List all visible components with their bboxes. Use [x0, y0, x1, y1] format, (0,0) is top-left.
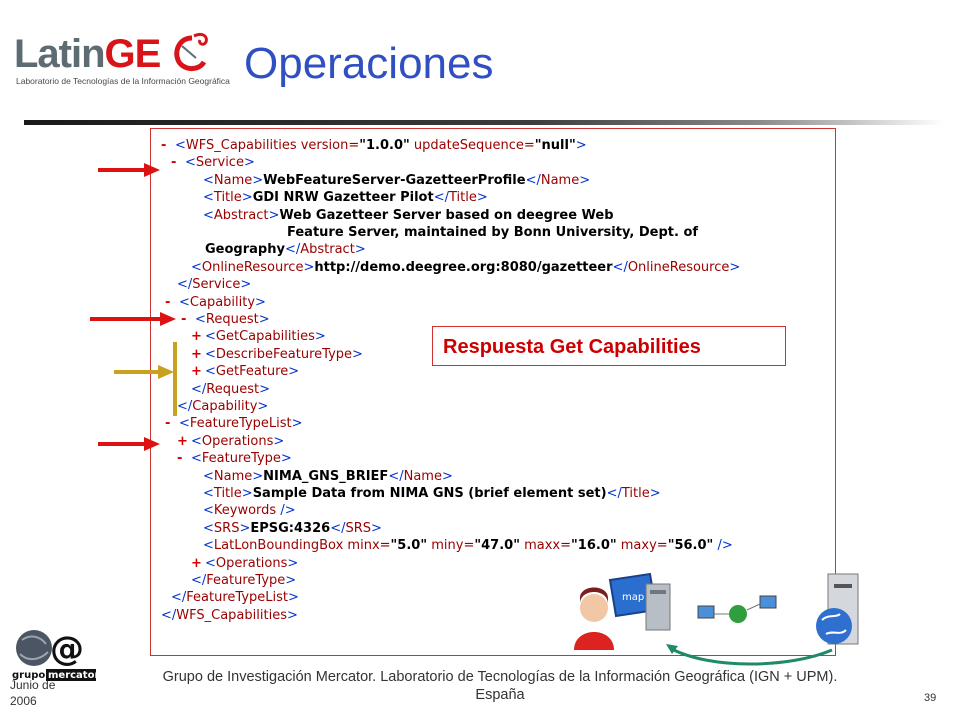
xml-token: < — [203, 207, 214, 223]
xml-token: > — [252, 172, 264, 188]
footer-date: Junio de 2006 — [10, 678, 56, 708]
xml-token: > — [352, 346, 363, 362]
expand-toggle[interactable]: + — [191, 555, 202, 571]
grupo-mercator-logo — [10, 626, 100, 684]
expand-toggle[interactable]: + — [177, 433, 188, 449]
xml-line — [203, 189, 488, 207]
xml-line — [203, 172, 590, 190]
xml-token: Geography — [205, 242, 285, 258]
xml-token: Operations — [201, 433, 274, 449]
xml-token: Title — [213, 190, 242, 206]
xml-line — [191, 259, 740, 277]
response-callout: Respuesta Get Capabilities — [432, 326, 786, 366]
xml-line — [177, 276, 251, 294]
xml-token: Capability — [189, 294, 256, 310]
xml-token: WebFeatureServer-GazetteerProfile — [263, 172, 526, 188]
xml-token: </ — [177, 277, 193, 293]
request-bracket — [173, 342, 177, 416]
xml-token: > — [258, 312, 270, 327]
xml-token: < — [179, 294, 190, 310]
xml-token: SRS — [213, 520, 240, 536]
xml-token: > — [288, 364, 300, 380]
xml-token: Title — [448, 190, 477, 206]
logo-globe-icon — [172, 32, 212, 76]
xml-token: miny= — [427, 538, 475, 554]
xml-token: /> — [276, 503, 296, 519]
xml-token: < — [203, 538, 214, 554]
xml-token: < — [191, 433, 202, 449]
xml-token: < — [205, 364, 216, 380]
server-globe-icon — [816, 574, 858, 644]
xml-token: < — [179, 416, 190, 432]
xml-token: LatLonBoundingBox — [213, 538, 344, 554]
expand-toggle[interactable]: - — [181, 312, 187, 327]
user-icon — [574, 588, 614, 651]
xml-token: > — [280, 451, 292, 467]
xml-line — [203, 502, 296, 520]
xml-token: http://demo.deegree.org:8080/gazetteer — [314, 259, 613, 275]
xml-token: > — [649, 486, 661, 501]
xml-token: Capability — [192, 399, 258, 414]
xml-token: > — [255, 294, 266, 310]
xml-token: Operations — [215, 555, 288, 571]
xml-token: SRS — [345, 520, 372, 536]
logo-tagline: Laboratorio de Tecnologías de la Información Geográfica — [16, 76, 230, 86]
xml-token: minx= — [343, 538, 391, 554]
expand-toggle[interactable]: - — [161, 138, 167, 153]
xml-token: "1.0.0" — [359, 138, 410, 153]
xml-token: maxy= — [616, 538, 668, 554]
xml-line[interactable] — [171, 154, 255, 172]
xml-token: < — [203, 468, 214, 484]
xml-line — [161, 607, 298, 625]
xml-token: "47.0" — [474, 538, 520, 554]
xml-token: maxx= — [519, 538, 572, 554]
xml-token: > — [291, 416, 303, 432]
xml-token: > — [354, 242, 366, 258]
xml-token: </ — [284, 242, 301, 258]
xml-token: version= — [296, 138, 360, 153]
xml-token: GetCapabilities — [215, 329, 315, 345]
network-globe-icon — [698, 596, 776, 623]
xml-token: WFS_Capabilities — [176, 607, 287, 623]
xml-token: > — [579, 172, 591, 188]
xml-token: < — [195, 312, 206, 327]
xml-token: > — [286, 607, 298, 623]
expand-toggle[interactable]: - — [171, 155, 177, 171]
xml-line[interactable] — [161, 137, 587, 155]
xml-token: < — [203, 520, 214, 536]
xml-token: Abstract — [300, 242, 355, 258]
xml-token: Keywords — [213, 503, 277, 519]
xml-token: > — [239, 520, 251, 536]
xml-token: GDI NRW Gazetteer Pilot — [252, 190, 434, 206]
expand-toggle[interactable]: - — [165, 416, 171, 432]
xml-token: "5.0" — [390, 538, 428, 554]
xml-token: Service — [195, 155, 244, 171]
xml-token: > — [303, 259, 315, 275]
xml-token: Feature Server, maintained by Bonn University, Dept. of — [287, 225, 699, 240]
xml-token: Request — [206, 381, 260, 397]
xml-token: > — [240, 277, 252, 293]
xml-token: < — [203, 486, 214, 501]
xml-token: < — [203, 190, 214, 206]
xml-token: "56.0" — [667, 538, 714, 554]
xml-token: OnlineResource — [201, 259, 304, 275]
connection-arc-icon — [670, 648, 832, 664]
xml-token: > — [257, 399, 269, 414]
xml-line[interactable] — [165, 294, 266, 312]
xml-token: </ — [433, 190, 449, 206]
xml-token: > — [273, 433, 285, 449]
xml-line — [203, 468, 453, 486]
xml-token: > — [314, 329, 326, 345]
xml-token: > — [241, 190, 253, 206]
xml-line — [287, 224, 698, 242]
xml-token: "null" — [534, 138, 576, 153]
arrow-icon — [112, 362, 176, 382]
xml-token: FeatureTypeList — [189, 416, 292, 432]
xml-token: < — [205, 555, 216, 571]
xml-line[interactable] — [191, 555, 298, 573]
computer-tower-icon — [646, 584, 670, 630]
xml-line[interactable] — [181, 311, 270, 329]
page-number: 39 — [924, 692, 937, 704]
xml-token: > — [252, 468, 264, 484]
xml-token: WFS_Capabilities — [185, 138, 297, 153]
expand-toggle[interactable]: + — [191, 364, 202, 380]
latingeo-logo — [12, 30, 230, 90]
xml-token: > — [288, 590, 299, 606]
xml-token: > — [285, 573, 297, 588]
expand-toggle[interactable]: - — [177, 451, 183, 467]
xml-line — [177, 398, 268, 416]
expand-toggle[interactable]: + — [191, 329, 202, 345]
xml-line[interactable] — [191, 363, 299, 381]
xml-token: Title — [213, 486, 242, 501]
xml-token: < — [185, 155, 196, 171]
xml-line[interactable] — [191, 346, 363, 364]
xml-token: NIMA_GNS_BRIEF — [263, 468, 389, 484]
xml-token: Web Gazetteer Server based on deegree Web — [279, 207, 614, 223]
xml-token: Sample Data from NIMA GNS (brief element set) — [252, 486, 607, 501]
xml-token: Name — [403, 468, 442, 484]
xml-line — [171, 589, 299, 607]
svg-text:mercator: mercator — [48, 670, 100, 681]
xml-token: updateSequence= — [409, 138, 535, 153]
xml-token: > — [729, 259, 741, 275]
xml-token: FeatureType — [201, 451, 281, 467]
expand-toggle[interactable]: + — [191, 346, 202, 362]
xml-token: </ — [171, 590, 187, 606]
xml-token: "16.0" — [571, 538, 617, 554]
xml-token: < — [191, 259, 202, 275]
xml-token: /> — [713, 538, 733, 554]
xml-token: FeatureType — [206, 573, 286, 588]
xml-token: Request — [205, 312, 259, 327]
xml-token: Name — [213, 172, 253, 188]
xml-token: </ — [191, 381, 207, 397]
xml-token: < — [205, 329, 216, 345]
xml-line — [205, 241, 366, 259]
xml-token: </ — [606, 486, 622, 501]
xml-token: </ — [161, 607, 177, 623]
xml-token: > — [241, 486, 253, 501]
xml-token: > — [371, 520, 382, 536]
xml-token: < — [191, 451, 202, 467]
arrow-icon — [96, 160, 162, 180]
xml-token: < — [205, 346, 216, 362]
page-title: Operaciones — [244, 39, 494, 88]
xml-token: </ — [330, 520, 346, 536]
title-divider — [24, 120, 944, 125]
xml-line[interactable] — [177, 450, 292, 468]
xml-token: </ — [191, 573, 207, 588]
arrow-icon — [88, 309, 178, 329]
xml-token: </ — [388, 468, 404, 484]
xml-token: OnlineResource — [627, 259, 730, 275]
xml-token: < — [203, 503, 214, 519]
xml-line — [203, 520, 382, 538]
xml-line[interactable] — [191, 328, 326, 346]
xml-token: Abstract — [213, 207, 269, 223]
xml-token: > — [441, 468, 453, 484]
xml-line — [191, 572, 296, 590]
xml-token: > — [575, 138, 587, 153]
xml-token: GetFeature — [215, 364, 289, 380]
xml-line — [203, 485, 661, 503]
xml-token: > — [476, 190, 488, 206]
xml-line — [203, 207, 614, 225]
xml-token: Service — [192, 277, 241, 293]
xml-token: DescribeFeatureType — [215, 346, 353, 362]
xml-token: < — [203, 172, 214, 188]
xml-token: > — [268, 207, 280, 223]
svg-text:map: map — [622, 592, 645, 603]
xml-token: </ — [177, 399, 193, 414]
xml-token: > — [259, 381, 270, 397]
xml-token: > — [243, 155, 255, 171]
footer-credits: Grupo de Investigación Mercator. Laboratorio de Tecnologías de la Información Geográfica (IGN + UPM). España — [162, 669, 838, 703]
logo-wordmark: LatinGE — [14, 32, 161, 76]
xml-token: </ — [612, 259, 628, 275]
arrow-icon — [96, 434, 162, 454]
xml-token: </ — [525, 172, 541, 188]
expand-toggle[interactable]: - — [165, 294, 171, 310]
xml-token: Name — [213, 468, 253, 484]
xml-token: FeatureTypeList — [186, 590, 288, 606]
xml-token: Title — [621, 486, 650, 501]
client-server-illustration — [570, 570, 890, 670]
xml-token: < — [175, 138, 186, 153]
xml-line — [203, 537, 733, 555]
xml-token: EPSG:4326 — [250, 520, 331, 536]
xml-line[interactable] — [177, 433, 284, 451]
xml-line[interactable] — [165, 415, 303, 433]
xml-line — [191, 381, 270, 399]
xml-token: Name — [540, 172, 580, 188]
svg-text:grupo: grupo — [12, 670, 46, 681]
xml-token: > — [287, 555, 299, 571]
svg-text:@: @ — [50, 629, 84, 669]
